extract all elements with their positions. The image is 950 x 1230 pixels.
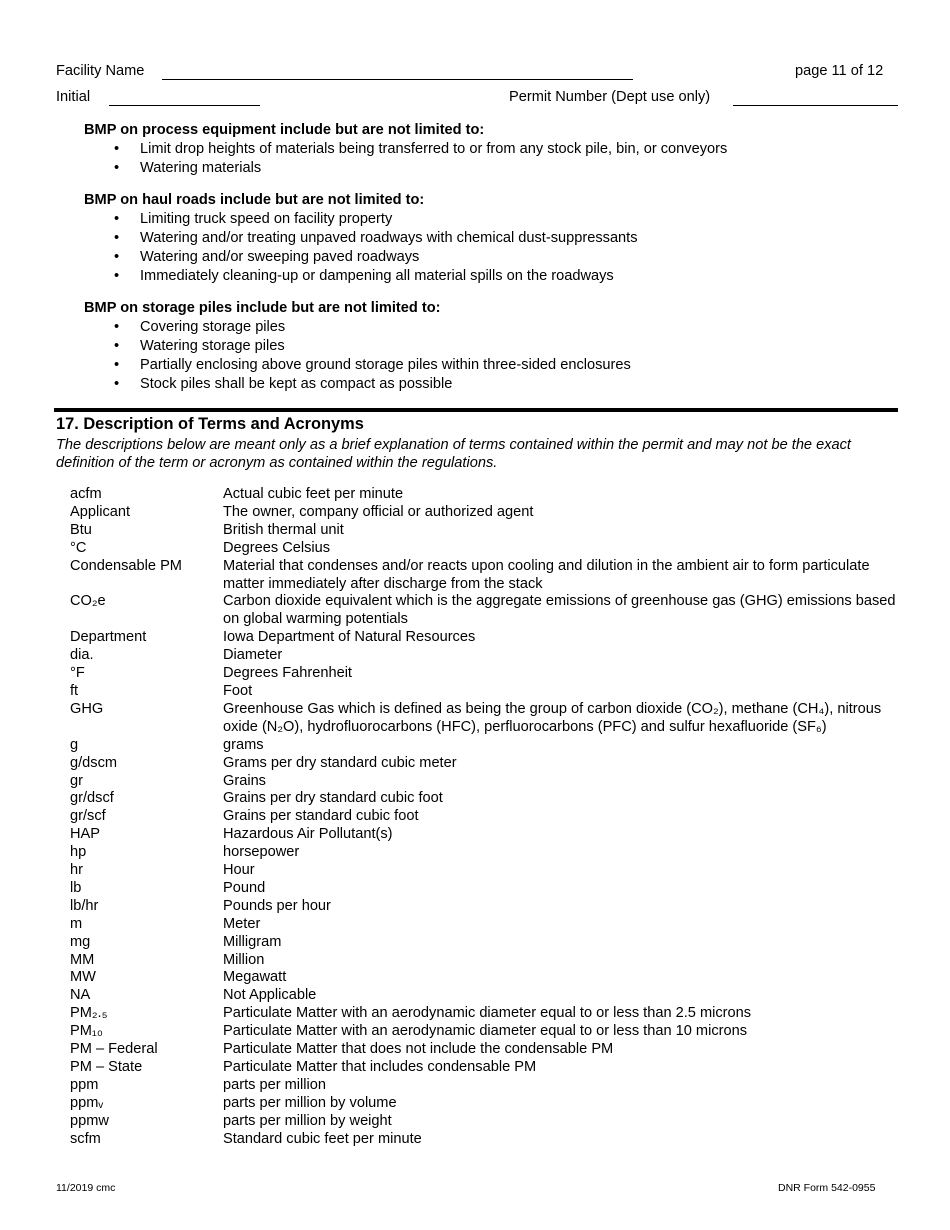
term-definition: Diameter — [223, 647, 283, 664]
term-definition: Hazardous Air Pollutant(s) — [223, 826, 393, 843]
bmp-process-equipment — [84, 121, 904, 178]
term-definition: parts per million — [223, 1076, 327, 1093]
permit-number-label: Permit Number (Dept use only) — [509, 89, 711, 105]
bullet-icon: • — [114, 357, 120, 373]
table-row — [70, 1113, 900, 1131]
term-definition: Pound — [223, 879, 266, 896]
table-row — [70, 844, 900, 862]
table-row — [70, 790, 900, 808]
term-definition: Meter — [223, 915, 261, 932]
table-row — [70, 1059, 900, 1077]
facility-name-field[interactable] — [162, 79, 633, 80]
term-name: m — [70, 915, 83, 932]
term-name: ft — [70, 682, 79, 699]
table-row — [70, 808, 900, 826]
term-name: ppmw — [70, 1112, 109, 1129]
list-item: • Watering and/or treating unpaved roadways with chemical dust-suppressants — [114, 230, 638, 246]
term-name: gr/dscf — [70, 790, 114, 807]
term-definition: grams — [223, 736, 264, 753]
bullet-icon: • — [114, 230, 120, 246]
terms-table — [70, 486, 900, 1149]
bullet-icon: • — [114, 376, 120, 392]
term-definition: Pounds per hour — [223, 897, 331, 914]
bullet-icon: • — [114, 211, 120, 227]
table-row — [70, 737, 900, 755]
bullet-icon: • — [114, 338, 120, 354]
term-name: gr/scf — [70, 808, 106, 825]
bullet-icon: • — [114, 141, 120, 157]
term-definition: Standard cubic feet per minute — [223, 1130, 422, 1147]
table-row — [70, 629, 900, 647]
bmp-heading: BMP on storage piles include but are not limited to: — [84, 300, 441, 316]
term-name: °C — [70, 539, 87, 556]
footer-date: 11/2019 cmc — [56, 1182, 116, 1194]
bullet-icon: • — [114, 160, 120, 176]
term-definition: Degrees Celsius — [223, 539, 331, 556]
bullet-icon: • — [114, 249, 120, 265]
term-definition: Hour — [223, 862, 255, 879]
bullet-icon: • — [114, 319, 120, 335]
term-definition: Material that condenses and/or reacts upon cooling and dilution in the ambient air to form particulate matter immediately after discharge from the stack — [223, 557, 870, 592]
facility-name-label: Facility Name — [56, 63, 145, 79]
section-title: 17. Description of Terms and Acronyms — [56, 415, 364, 433]
term-definition: Million — [223, 951, 265, 968]
initial-label: Initial — [56, 89, 91, 105]
table-row — [70, 665, 900, 683]
term-name: scfm — [70, 1130, 101, 1147]
term-definition: Grains per dry standard cubic foot — [223, 790, 443, 807]
term-name: NA — [70, 987, 91, 1004]
table-row — [70, 987, 900, 1005]
term-name: g/dscm — [70, 754, 118, 771]
term-name: ppmᵥ — [70, 1094, 104, 1111]
table-row — [70, 755, 900, 773]
table-row — [70, 1131, 900, 1149]
term-name: PM – Federal — [70, 1041, 158, 1058]
term-name: MW — [70, 969, 96, 986]
list-item: • Watering and/or sweeping paved roadways — [114, 249, 420, 265]
table-row — [70, 540, 900, 558]
term-name: GHG — [70, 700, 104, 717]
term-definition: Grams per dry standard cubic meter — [223, 754, 457, 771]
term-definition: Degrees Fahrenheit — [223, 665, 352, 682]
initial-field[interactable] — [109, 105, 260, 106]
term-name: g — [70, 736, 79, 753]
term-name: Applicant — [70, 503, 131, 520]
table-row — [70, 683, 900, 701]
term-name: Condensable PM — [70, 557, 182, 574]
list-item: • Limit drop heights of materials being transferred to or from any stock pile, bin, or conveyors — [114, 141, 728, 157]
term-name: mg — [70, 933, 91, 950]
term-name: PM₁₀ — [70, 1023, 103, 1040]
list-item: • Partially enclosing above ground storage piles within three-sided enclosures — [114, 357, 631, 373]
term-name: gr — [70, 772, 83, 789]
table-row — [70, 1041, 900, 1059]
term-definition: Iowa Department of Natural Resources — [223, 629, 476, 646]
term-definition: Carbon dioxide equivalent which is the aggregate emissions of greenhouse gas (GHG) emissions based on global warming potentials — [223, 593, 896, 628]
term-name: MM — [70, 951, 95, 968]
term-name: CO₂e — [70, 593, 106, 610]
term-name: hp — [70, 844, 87, 861]
table-row — [70, 880, 900, 898]
table-row — [70, 486, 900, 504]
table-row — [70, 701, 900, 737]
page-number: page 11 of 12 — [795, 63, 884, 79]
table-row — [70, 1095, 900, 1113]
table-row — [70, 647, 900, 665]
bmp-storage-piles — [84, 299, 904, 394]
table-row — [70, 952, 900, 970]
table-row — [70, 522, 900, 540]
term-definition: Particulate Matter that does not include the condensable PM — [223, 1041, 614, 1058]
bmp-list — [84, 318, 904, 394]
table-row — [70, 504, 900, 522]
term-name: lb/hr — [70, 897, 99, 914]
bmp-heading: BMP on haul roads include but are not limited to: — [84, 192, 425, 208]
list-item: • Covering storage piles — [114, 319, 286, 335]
table-row — [70, 773, 900, 791]
bmp-haul-roads — [84, 191, 904, 286]
table-row — [70, 969, 900, 987]
table-row — [70, 1005, 900, 1023]
term-name: HAP — [70, 826, 101, 843]
table-row — [70, 934, 900, 952]
list-item: • Stock piles shall be kept as compact as possible — [114, 376, 453, 392]
term-definition: Particulate Matter with an aerodynamic diameter equal to or less than 2.5 microns — [223, 1005, 752, 1022]
term-definition: Particulate Matter that includes condensable PM — [223, 1059, 537, 1075]
term-definition: Megawatt — [223, 969, 287, 986]
list-item: • Watering storage piles — [114, 338, 285, 354]
term-definition: Grains per standard cubic foot — [223, 808, 419, 825]
table-row — [70, 1077, 900, 1095]
list-item: • Immediately cleaning-up or dampening all material spills on the roadways — [114, 268, 614, 284]
permit-number-field[interactable] — [733, 105, 898, 106]
term-definition: Foot — [223, 682, 253, 699]
bmp-list — [84, 210, 904, 286]
table-row — [70, 898, 900, 916]
term-name: °F — [70, 665, 85, 682]
section-intro: The descriptions below are meant only as a brief explanation of terms contained within the permit and may not be the exact definition of the term or acronym as contained within the regulations. — [56, 437, 851, 471]
table-row — [70, 826, 900, 844]
term-definition: parts per million by volume — [223, 1094, 397, 1111]
term-definition: British thermal unit — [223, 521, 344, 538]
term-name: Btu — [70, 521, 92, 538]
term-definition: Not Applicable — [223, 987, 317, 1004]
footer-form-number: DNR Form 542-0955 — [778, 1182, 876, 1194]
term-definition: Grains — [223, 772, 266, 789]
term-definition: horsepower — [223, 844, 300, 861]
term-name: Department — [70, 629, 147, 646]
term-definition: Particulate Matter with an aerodynamic diameter equal to or less than 10 microns — [223, 1023, 748, 1040]
bmp-list — [84, 140, 904, 178]
term-name: lb — [70, 879, 82, 896]
section-divider — [54, 408, 898, 412]
bullet-icon: • — [114, 268, 120, 284]
table-row — [70, 916, 900, 934]
term-definition: Actual cubic feet per minute — [223, 486, 404, 502]
term-name: PM₂.₅ — [70, 1005, 108, 1022]
bmp-heading: BMP on process equipment include but are not limited to: — [84, 122, 485, 138]
term-definition: Greenhouse Gas which is defined as being the group of carbon dioxide (CO₂), methane (CH₄), nitrous oxide (N₂O), hydrofluorocarbons (HFC), perfluorocarbons (PFC) and sulfur hexafluoride (SF₆) — [223, 700, 882, 735]
table-row — [70, 558, 900, 594]
term-name: dia. — [70, 647, 94, 664]
term-name: acfm — [70, 486, 102, 502]
term-definition: Milligram — [223, 933, 282, 950]
term-name: hr — [70, 862, 83, 879]
term-definition: The owner, company official or authorized agent — [223, 503, 534, 520]
list-item: • Limiting truck speed on facility property — [114, 211, 393, 227]
table-row — [70, 1023, 900, 1041]
term-name: PM – State — [70, 1059, 143, 1075]
term-definition: parts per million by weight — [223, 1112, 392, 1129]
table-row — [70, 593, 900, 629]
list-item: • Watering materials — [114, 160, 262, 176]
table-row — [70, 862, 900, 880]
term-name: ppm — [70, 1076, 99, 1093]
